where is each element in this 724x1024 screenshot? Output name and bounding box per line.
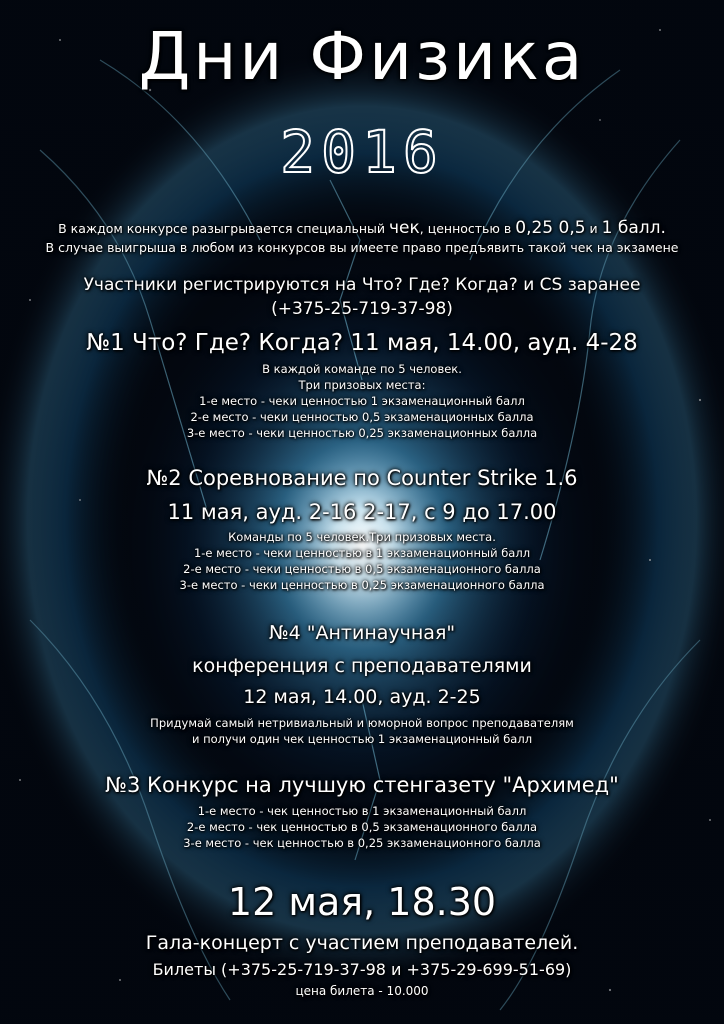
- intro-line-1: [0, 218, 724, 238]
- event4-detail: Придумай самый нетривиальный и юморной вопрос преподавателям: [150, 716, 574, 730]
- registration-text: Участники регистрируются на Что? Где? Когда? и CS заранее: [83, 275, 641, 295]
- year-label: 2016: [280, 118, 444, 186]
- event4-subheading: конференция с преподавателями: [192, 655, 532, 677]
- event1-detail: 1-е место - чеки ценностью 1 экзаменационный балл: [199, 394, 525, 408]
- intro-and: и: [585, 221, 602, 236]
- event1-heading: №1 Что? Где? Когда? 11 мая, 14.00, ауд. 4-28: [86, 330, 638, 356]
- intro-check-word: чек: [388, 218, 420, 238]
- event4-detail: и получи один чек ценностью 1 экзаменационный балл: [191, 732, 533, 746]
- intro-one-point: 1 балл.: [601, 218, 666, 238]
- finale-gala: Гала-концерт с участием преподавателей.: [145, 932, 579, 954]
- event2-heading: №2 Соревнование по Counter Strike 1.6: [146, 466, 578, 490]
- event3-heading: №3 Конкурс на лучшую стенгазету "Архимед": [105, 773, 619, 797]
- event2-detail: 2-е место - чеки ценностью в 0,5 экзаменационного балла: [183, 562, 541, 576]
- event2-detail: 1-е место - чеки ценностью в 1 экзаменационный балл: [193, 546, 531, 560]
- intro-text-mid: , ценностью в: [419, 221, 516, 236]
- finale-tickets: Билеты (+375-25-719-37-98 и +375-29-699-51-69): [152, 960, 572, 979]
- event1-detail: 3-е место - чеки ценностью 0,25 экзаменационных балла: [186, 426, 538, 440]
- event3-detail: 2-е место - чек ценностью в 0,5 экзаменационного балла: [186, 820, 538, 834]
- registration-phone: (+375-25-719-37-98): [271, 299, 453, 319]
- event3-detail: 3-е место - чек ценностью в 0,25 экзаменационного балла: [183, 836, 541, 850]
- event2-detail: 3-е место - чеки ценностью в 0,25 экзаменационного балла: [179, 578, 545, 592]
- event2-detail: Команды по 5 человек.Три призовых места.: [228, 530, 496, 544]
- intro-text: В каждом конкурсе разыгрывается специальный: [58, 221, 389, 236]
- finale-date: 12 мая, 18.30: [227, 880, 497, 924]
- finale-price: цена билета - 10.000: [295, 984, 429, 998]
- event4-date: 12 мая, 14.00, ауд. 2-25: [243, 686, 481, 708]
- event1-detail: 2-е место - чеки ценностью 0,5 экзаменационных балла: [190, 410, 534, 424]
- intro-line-2: В случае выигрыша в любом из конкурсов вы имеете право предъявить такой чек на экзамене: [45, 240, 679, 255]
- event1-detail: Три призовых места:: [298, 378, 426, 392]
- event1-detail: В каждой команде по 5 человек.: [262, 362, 462, 376]
- event2-subheading: 11 мая, ауд. 2-16 2-17, с 9 до 17.00: [167, 500, 557, 524]
- page-title: Дни Физика: [138, 18, 586, 95]
- event3-detail: 1-е место - чек ценностью в 1 экзаменационный балл: [197, 804, 527, 818]
- event4-heading: №4 "Антинаучная": [268, 622, 456, 644]
- intro-values: 0,25 0,5: [515, 218, 586, 238]
